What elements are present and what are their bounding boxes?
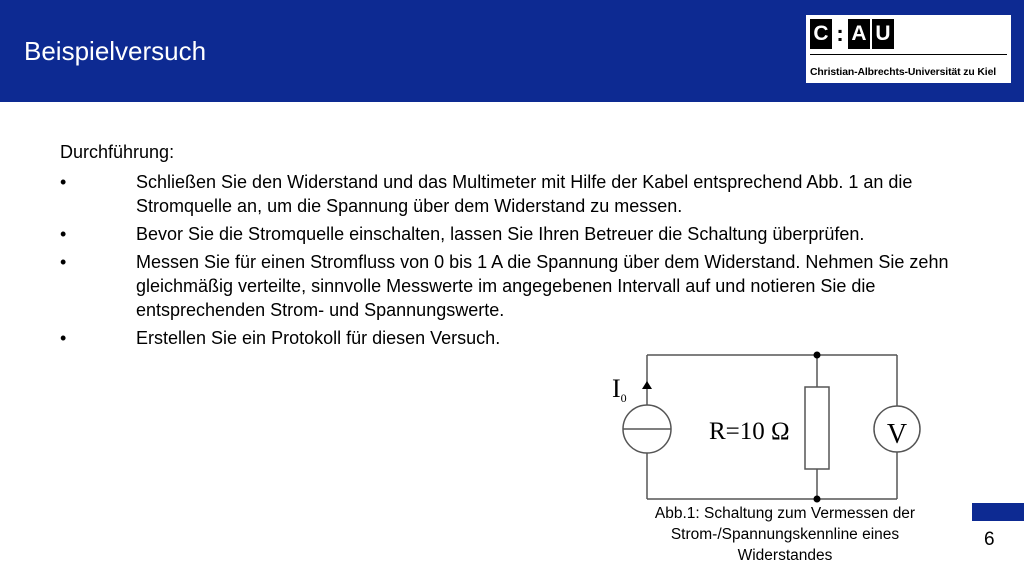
junction-dot bbox=[814, 496, 821, 503]
logo-letter-a: A bbox=[848, 19, 870, 49]
current-label: I0 bbox=[612, 374, 627, 405]
junction-dot bbox=[814, 352, 821, 359]
bullet-icon: • bbox=[60, 172, 67, 192]
logo-separator: : bbox=[834, 19, 846, 49]
university-logo bbox=[806, 15, 1011, 83]
header-bar bbox=[0, 0, 1024, 102]
section-heading: Durchführung: bbox=[60, 142, 175, 162]
resistor-icon bbox=[805, 387, 829, 469]
voltmeter-label: V bbox=[886, 419, 908, 450]
bullet-text: Bevor Sie die Stromquelle einschalten, lassen Sie Ihren Betreuer die Schaltung überprüfen. bbox=[136, 224, 865, 244]
logo-letters bbox=[810, 19, 896, 49]
current-arrow-icon bbox=[642, 381, 652, 389]
circuit-diagram bbox=[590, 345, 940, 510]
list-item bbox=[60, 250, 980, 322]
slide-title: Beispielversuch bbox=[24, 36, 207, 66]
logo-letter-u: U bbox=[872, 19, 894, 49]
current-subscript: 0 bbox=[620, 391, 627, 405]
bullet-text: Schließen Sie den Widerstand und das Multimeter mit Hilfe der Kabel entsprechend Abb. 1 an die Stromquelle an, um die Spannung über dem Widerstand zu messen. bbox=[136, 172, 913, 216]
page-number: 6 bbox=[984, 529, 995, 550]
list-item bbox=[60, 222, 980, 246]
list-item bbox=[60, 170, 980, 218]
bullet-text: Erstellen Sie ein Protokoll für diesen Versuch. bbox=[136, 328, 501, 348]
slide-content bbox=[60, 140, 980, 354]
corner-decoration bbox=[972, 503, 1024, 521]
resistor-label: R=10 Ω bbox=[709, 418, 790, 445]
logo-university-name: Christian-Albrechts-Universität zu Kiel bbox=[810, 67, 997, 78]
figure-caption: Abb.1: Schaltung zum Vermessen der Strom-/Spannungskennline eines Widerstandes bbox=[654, 505, 916, 564]
logo-letter-c: C bbox=[810, 19, 832, 49]
bullet-icon: • bbox=[60, 224, 67, 244]
bullet-icon: • bbox=[60, 252, 67, 272]
bullet-text: Messen Sie für einen Stromfluss von 0 bis 1 A die Spannung über dem Widerstand. Nehmen Sie zehn gleichmäßig verteilte, sinnvolle Messwerte im angegebenen Intervall auf und notieren Sie die entsprechenden Strom- und Spannungswerte. bbox=[136, 252, 949, 320]
logo-divider bbox=[810, 54, 1007, 55]
bullet-icon: • bbox=[60, 328, 67, 348]
